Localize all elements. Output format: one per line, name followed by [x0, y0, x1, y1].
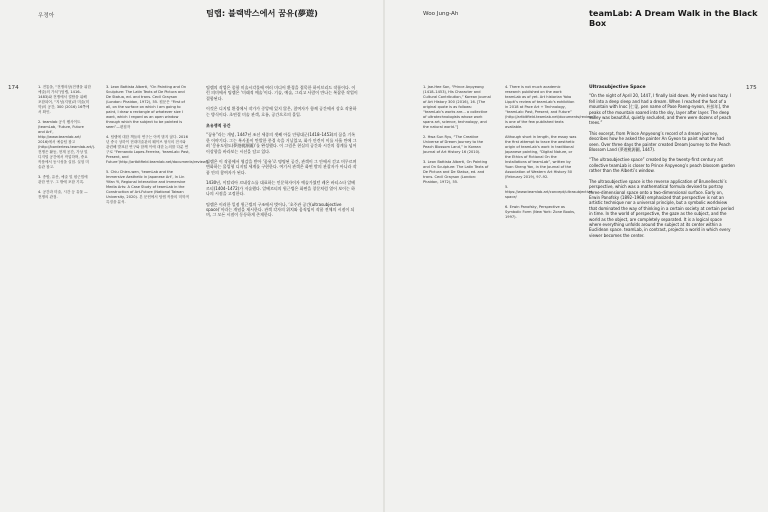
section-heading: 초유쟁적 공간	[206, 123, 231, 129]
page-number: 175	[746, 85, 757, 91]
running-head-title: 팀랩: 블랙박스에서 꿈유(夢遊)	[206, 8, 318, 18]
page-number: 174	[8, 85, 19, 91]
body-paragraph: “The ultrasubjective space” created by the twenty-first century art collective teamLab is closer to Prince Anpyeong’s peach blossom garden rather than the Alberti’s window.	[589, 157, 735, 174]
footnote: 5. Chiu Chien-wen, ‘teamLab and the Immersive Aesthetic in Japanese Art’, In Lin Yifan Yi, Regional Interactive and Immersive Media Arts: A Case Study of teamLab in the Construction of Art-Future (National Taiwan University, 2020). 본 문헌에서 팀랩 작품의 미학적 특징을 분석.	[106, 170, 189, 204]
footnote: 1. 전통을, “전쟁의상(전쟁을 위한 예술)의 가치”(팀랩, 1416–1483)와 전쟁에서 결합을 위해 포함되어, “지성(지형)과 미술(미학)의 공간, 300 (2016) 16쪽에서 확인.	[38, 85, 91, 114]
footnote: 3. Leon Battista Alberti, “On Painting and On Sculpture: The Latin Texts of De Pictura and De Statua, ed. and trans. Cecil Grayson (London: Phaidon, 1972), 55. 원문은 “First of all, on the surface on which I am going to paint, I draw a rectangle of whatever size I want, which I regard as an open window through which the subject to be painted is seen”—편집자	[106, 85, 187, 129]
running-head-title: teamLab: A Dream Walk in the Black Box	[589, 8, 758, 28]
footnotes-column-1	[38, 85, 96, 505]
body-text-column	[589, 85, 735, 500]
footnotes-column-1	[423, 85, 491, 505]
footnote: 4. 팀랩에 대한 책들의 연구는 아직 많지 않다. 2016년 중국 상하이 현대미술관의 웨이브 형식의 전시와 관련해 발표된 연구와 함께 이에 대한 논의를 다룬 연구로 “Fernando Lopes-Ferreira, ‘teamLab: Past, Present, and Future’(http://artbitfield.teamlab.net/documents/review/).	[106, 135, 210, 164]
body-paragraph: 팀랩은 이 작품에서 영감을 받아 ‘꿈유’로 명명된 공간, 관객이 그 안에서 걷고 머무르며 변화하는 몰입형 디지털 세계를 구현한다. 여기서 관객은 화면 밖의 관찰자가 아니라 작품 안의 참여자가 된다.	[206, 159, 357, 175]
right-page	[385, 0, 768, 512]
left-page	[0, 0, 383, 512]
footnote: 3. 종합, 유산, 예술 및 원근법에 관한 연구. 그 밖에 포함 기록.	[38, 175, 88, 184]
footnote: 1. Jae-Hee Son, “Prince Anpyeong (1418–1453), His Character and Cultural Contribution,” Korean Journal of Art History 300 (2016), 16. [The original quote is as follows: “teamLab’s works are... a collective of ultratechnologists whose work spans art, science, technology, and the natural world.”]	[423, 85, 491, 129]
footnote: 4. 공간과 미술, 시간 등 유물 — 전쟁의 관점.	[38, 190, 88, 199]
running-head-author: 우정아	[38, 13, 55, 19]
footnote: 6. Erwin Panofsky, Perspective as Symbolic Form (New York: Zone Books, 1997).	[505, 205, 576, 219]
running-head-author: Woo Jung-Ah	[423, 11, 459, 17]
body-paragraph: 팀랩의 작업은 종합 미술시각물에 여러 미디어 환경을 접목한 하이브리드 작품이다. 이런 의미에서 팀랩은 ‘미래적 예술’이다. 기술, 예술, 그리고 사람이 만나는 복잡한 작업이 결합된다.	[206, 85, 358, 101]
body-paragraph: This excerpt, from Prince Anpyeong’s record of a dream journey, describes how he asked the painter An Gyeon to paint what he had seen. Over three days the painter created Dream Journey to the Peach Blossom Land (夢遊桃源圖, 1447).	[589, 130, 731, 153]
body-paragraph: 이것은 디지털 환경에서 작가가 중앙에 있지 않은, 참여자가 함께 공간에서 상호 작용하는 방식이다. 초연결 미술 관객, 흐름, 공간으로의 몰입.	[206, 106, 357, 117]
body-text-column	[206, 85, 358, 500]
footnote: Although short in length, the essay was the first attempt to trace the aesthetic origin of teamLab’s work in traditional Japanese painting, “Digital Nature, or the Ethics of Fictional On the Installations of teamLab”, written by Yuan Sheng Yan, in the Journal of the Association of Western Art History 50 (February 2019), 97–92.	[505, 135, 577, 179]
body-paragraph: “On the night of April 20, 1447, I finally laid down. My mind was hazy. I fell into a deep sleep and had a dream. When I reached the foot of a mountain with Inoc [仁叟, pen name of Pase Paeng-nyeon, 朴彭年], the peaks of the mountain soared into the sky, layer after layer. The deep valley was beautiful, quietly secluded, and there were dozens of peach trees.”	[589, 93, 732, 126]
body-paragraph: 팀랩은 이러한 일점 원근법의 구조에서 벗어나, ‘초주관 공간(ultrasubjective space)’이라는 개념을 제시한다. 관객 각자의 위치와 움직임이 작품 전체의 시점이 되며, 그 모든 시점이 동등하게 존재한다.	[206, 201, 355, 218]
footnote: 5. https://www.teamlab.art/concept/ultrasubjective-space/	[505, 185, 594, 199]
footnotes-column-2	[106, 85, 210, 505]
body-paragraph: The ultrasubjective space is the reverse application of Brunelleschi’s perspective, which was a mathematical formula devised to portray three-dimensional space onto a two-dimensional surface. Early on, Erwin Panofsky (1892–1968) emphasized that perspective is not an artistic technique nor a universal principle, but a symbolic worldview that dominated the way of thinking in a certain society at certain period in time. In the world of perspective, the gaze as the subject, and the world as the object, are completely separated. It is a logical space where everything unfolds around the subject at its center within a Euclidean space. teamLab, in contrast, projects a world in which every viewer becomes the center.	[589, 178, 734, 238]
footnote: 2. teamlab 공식 웹사이트(teamLab, ‘Future, Future and Art’, http://www.teamlab.art/ 2016)에서 예술팀 참고 (http://borderless.teamlab.art/). 전쟁은 활동, 현재 공간, 가상 및 디지털 공간에서 작업하며, 중요 작품에서 동시성을 실험. 실험 미술관 참고.	[38, 120, 96, 169]
footnotes-column-2	[505, 85, 595, 505]
section-heading: Ultrasubjective Space	[589, 85, 646, 90]
footnote: 4. There is not much academic research published on the work teamLab as of yet. Art historian Yoko Lippit’s review of teamLab’s exhibition in 2018 at Pace Art + Technology, “teamLab: Past, Present, and Future” (http://artbitfield.teamlab.net/documents/review/) is one of the few published texts available.	[505, 85, 595, 129]
footnote: 2. Hwa Sun Ryu, “The Creative Universe of Dream Journey to the Peach Blossom Land,” in Korean Journal of Art History 16 (2010).	[423, 135, 484, 154]
footnote: 3. Leon Battista Alberti, On Painting and On Sculpture: The Latin Texts of De Pictura and De Statua, ed. and trans. Cecil Grayson (London: Phaidon, 1972), 55.	[423, 160, 489, 184]
body-paragraph: “꿈유”라는 개념, 1447년 조선 세종의 셋째 아들 안평대군(1418–1453)의 꿈을 기록한 이야기다. 그는 복사꽃이 만발한 풍경 속을 거닐었고, 화가 안견이 이를 사흘 만에 그려 ‘몽유도원도(夢遊桃源圖)’를 완성했다. 이 그림은 현실의 공간과 시간의 경계를 넘어 이상향을 바라보는 시선을 담고 있다.	[206, 132, 357, 154]
body-paragraph: 1430년, 이탈리아 르네상스를 대표하는 인문학자이자 예술가였던 레온 바티스타 알베르티(1404–1472)가 저술했다. 알베르티의 원근법은 화면을 창문처럼 열어 보이는 하나의 시점을 고정한다.	[206, 180, 356, 197]
